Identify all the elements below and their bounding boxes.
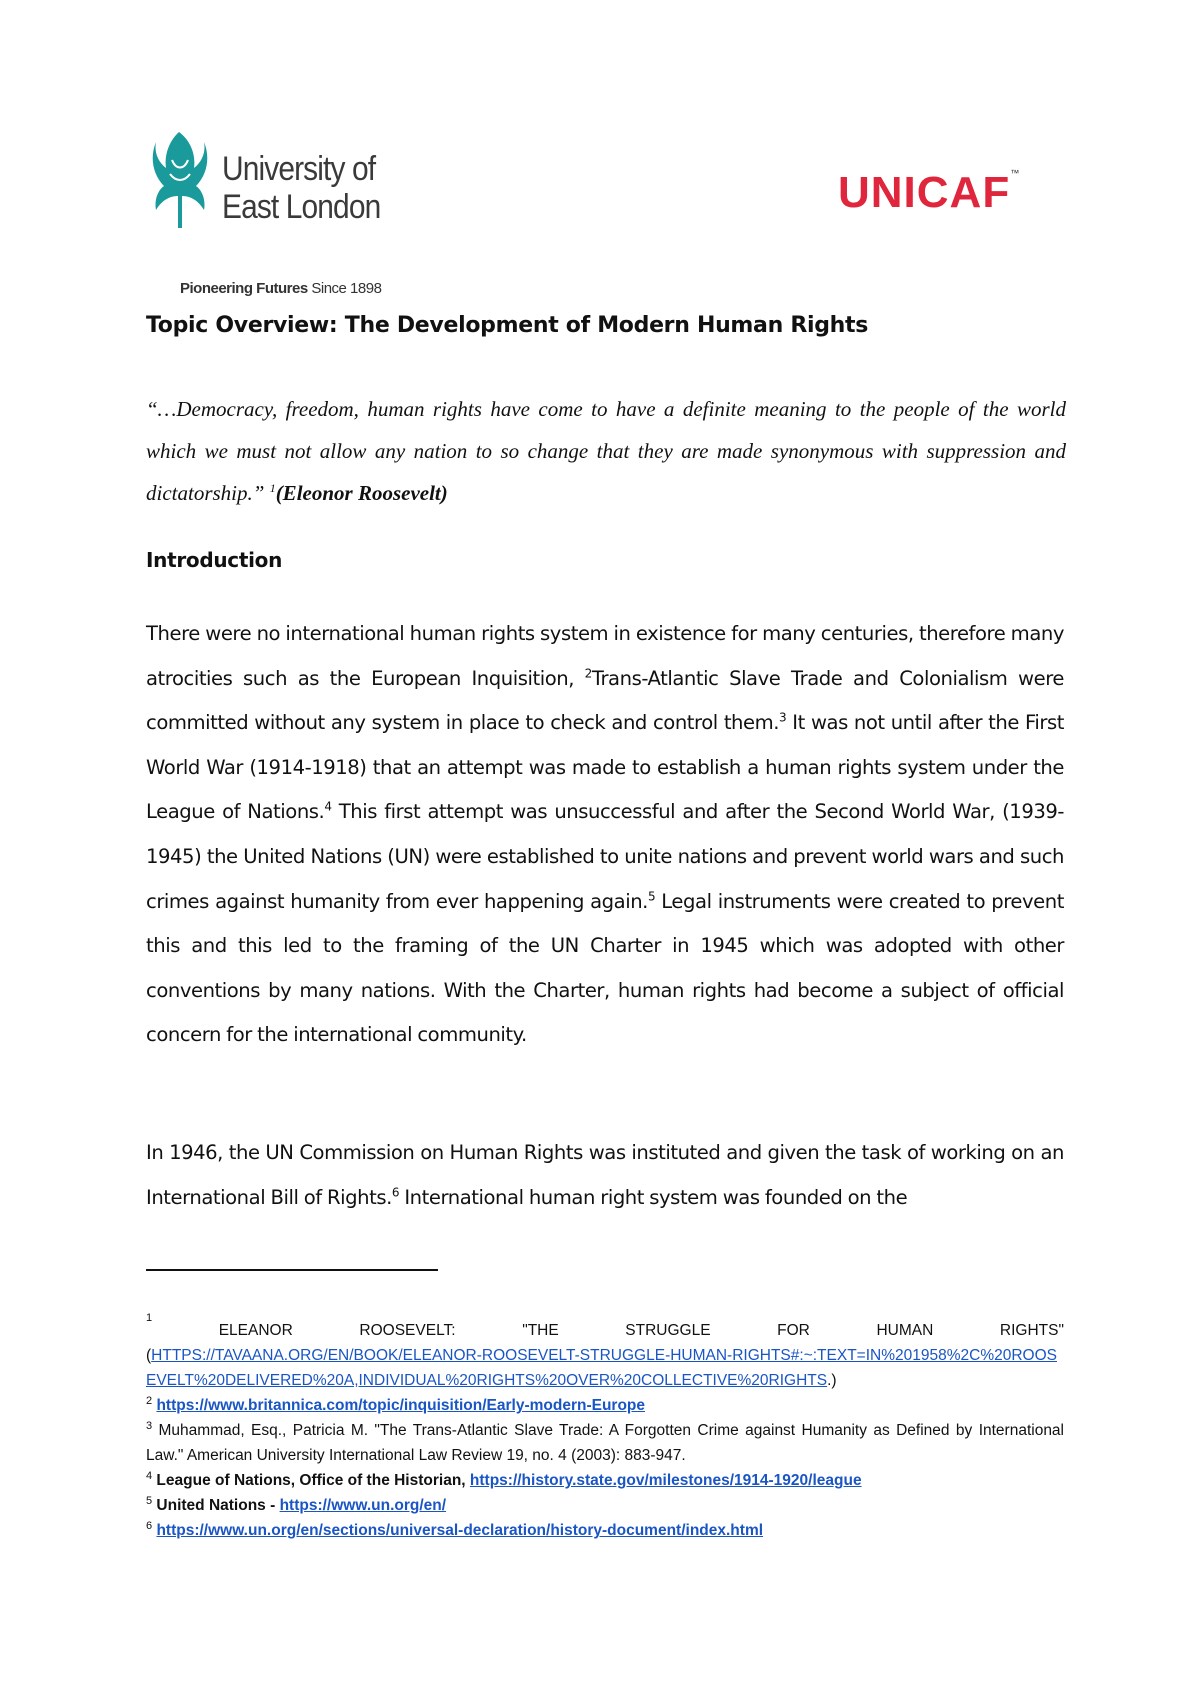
footnote-3 — [146, 1418, 1064, 1468]
footnote-separator — [146, 1269, 438, 1271]
quote-text: “…Democracy, freedom, human rights have come to have a definite meaning to the people of the world which we must not allow any nation to so change that they are made synonymous with suppression and dictatorship.” — [146, 397, 1066, 505]
footnote-ref-4[interactable]: 4 — [324, 799, 332, 814]
para1-sentence-5: Legal instruments were created to prevent this and this led to the framing of the UN Charter in 1945 which was adopted with other conventions by many nations. With the Charter, human rights had become a subject of official concern for the international community. — [146, 889, 1064, 1047]
uel-tagline-rest: Since 1898 — [307, 280, 382, 297]
footnote-ref-2[interactable]: 2 — [584, 666, 592, 681]
quote-author: (Eleonor Roosevelt) — [275, 481, 448, 505]
uel-tagline — [180, 280, 381, 297]
unicaf-logo — [838, 168, 1020, 218]
footnote-ref-5[interactable]: 5 — [647, 889, 656, 904]
footnote-3-text: Muhammad, Esq., Patricia M. "The Trans-Atlantic Slave Trade: A Forgotten Crime against Humanity as Defined by International Law." American University International Law Review 19, no. 4 (2003): 883-947. — [146, 1422, 1064, 1464]
footnote-1-word: RIGHTS" — [999, 1322, 1064, 1339]
footnote-1-word: ROOSEVELT: — [359, 1322, 456, 1339]
footnote-4-number: 4 — [146, 1469, 153, 1482]
introduction-paragraph-1 — [146, 612, 1064, 1058]
footnote-6-number: 6 — [146, 1519, 153, 1532]
footnote-1-close: .) — [827, 1372, 837, 1389]
footnote-5 — [146, 1493, 1064, 1518]
footnote-1-number: 1 — [146, 1312, 153, 1324]
opening-quote — [146, 388, 1066, 514]
unicaf-wordmark: UNICAF — [838, 168, 1011, 217]
footnote-1-word: "THE — [522, 1322, 559, 1339]
para1-sentence-3: It was not until after the First World War (1914-1918) that an attempt was made to establish a human rights system under the League of Nations. — [146, 711, 1064, 824]
introduction-heading: Introduction — [146, 548, 283, 572]
para2-sentence-1: In 1946, the UN Commission on Human Rights was instituted and given the task of working on an International Bill of Rights. — [146, 1141, 1064, 1209]
unicaf-trademark: ™ — [1010, 168, 1021, 178]
uel-wordmark: University of East London — [222, 150, 381, 226]
footnote-3-number: 3 — [146, 1419, 153, 1432]
para1-sentence-4: This first attempt was unsuccessful and after the Second World War, (1939-1945) the United Nations (UN) were established to unite nations and prevent world wars and such crimes against humanity from ever happening again. — [146, 800, 1064, 913]
footnote-4 — [146, 1468, 1064, 1493]
footnote-2-number: 2 — [146, 1394, 153, 1407]
footnote-1-header — [146, 1312, 1064, 1343]
footnote-2-link[interactable]: https://www.britannica.com/topic/inquisition/Early-modern-Europe — [156, 1397, 646, 1414]
footnote-6-link[interactable]: https://www.un.org/en/sections/universal-declaration/history-document/index.html — [156, 1522, 764, 1539]
footnote-1-link[interactable]: HTTPS://TAVAANA.ORG/EN/BOOK/ELEANOR-ROOSEVELT-STRUGGLE-HUMAN-RIGHTS#:~:TEXT=IN%201958%2C%20ROOSEVELT%20DELIVERED%20A,INDIVIDUAL%20RIGHTS%20OVER%20COLLECTIVE%20RIGHTS — [146, 1347, 1057, 1389]
uel-phoenix-icon — [150, 130, 208, 230]
para2-sentence-2: International human right system was founded on the — [399, 1185, 908, 1209]
footnote-4-text: League of Nations, Office of the Historian, — [152, 1472, 470, 1489]
footnote-1-open: ( — [146, 1347, 152, 1364]
footnote-5-link[interactable]: https://www.un.org/en/ — [279, 1497, 447, 1514]
footnote-4-link[interactable]: https://history.state.gov/milestones/1914-1920/league — [469, 1472, 862, 1489]
footnote-1 — [146, 1312, 1064, 1393]
footnote-2 — [146, 1393, 1064, 1418]
para1-sentence-2: Trans-Atlantic Slave Trade and Colonialism were committed without any system in place to check and control them. — [146, 666, 1064, 735]
footnote-6 — [146, 1518, 1064, 1543]
footnote-1-word: FOR — [777, 1322, 810, 1339]
footnote-5-number: 5 — [146, 1494, 153, 1507]
footnotes — [146, 1312, 1064, 1543]
footnote-1-word: STRUGGLE — [625, 1322, 711, 1339]
footnote-ref-6[interactable]: 6 — [391, 1185, 400, 1200]
footnote-1-word: HUMAN — [876, 1322, 934, 1339]
footnote-ref-1[interactable]: 1 — [269, 481, 276, 495]
footnote-ref-3[interactable]: 3 — [779, 710, 787, 725]
uel-tagline-bold: Pioneering Futures — [180, 280, 308, 297]
para1-sentence-1: There were no international human rights system in existence for many centuries, therefore many atrocities such as the European Inquisition, — [146, 622, 1064, 690]
footnote-1-link-line — [146, 1343, 1064, 1393]
uel-logo — [150, 130, 410, 260]
introduction-paragraph-2 — [146, 1131, 1064, 1220]
page-title: Topic Overview: The Development of Modern Human Rights — [146, 313, 869, 338]
footnote-1-word: ELEANOR — [218, 1322, 293, 1339]
footnote-5-text: United Nations - — [152, 1497, 280, 1514]
